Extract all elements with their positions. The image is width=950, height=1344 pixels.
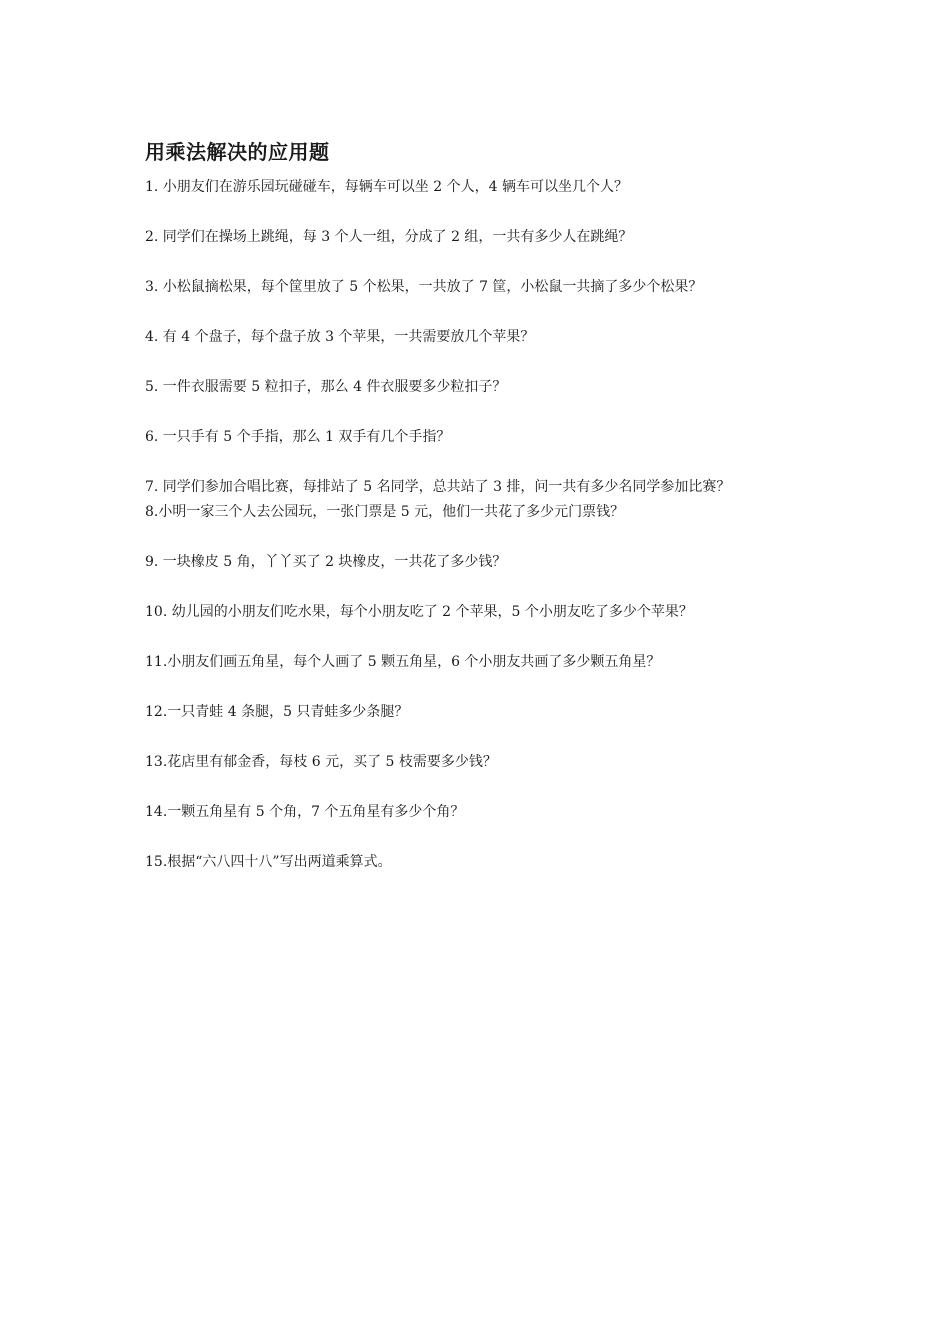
question-list [145, 176, 805, 901]
question-6: 6. 一只手有 5 个手指，那么 1 双手有几个手指？ [145, 429, 451, 445]
question-9: 9. 一块橡皮 5 角，丫丫买了 2 块橡皮，一共花了多少钱？ [145, 554, 507, 570]
question-7: 7. 同学们参加合唱比赛，每排站了 5 名同学，总共站了 3 排，问一共有多少名同学参加比赛？ [145, 479, 731, 495]
question-1: 1. 小朋友们在游乐园玩碰碰车，每辆车可以坐 2 个人，4 辆车可以坐几个人？ [145, 179, 628, 195]
question-8: 8.小明一家三个人去公园玩，一张门票是 5 元，他们一共花了多少元门票钱？ [145, 504, 625, 520]
question-11: 11.小朋友们画五角星，每个人画了 5 颗五角星，6 个小朋友共画了多少颗五角星？ [145, 654, 661, 670]
question-3: 3. 小松鼠摘松果，每个筐里放了 5 个松果，一共放了 7 筐，小松鼠一共摘了多少个松果？ [145, 279, 703, 295]
question-12: 12.一只青蛙 4 条腿，5 只青蛙多少条腿？ [145, 704, 409, 720]
document-title: 用乘法解决的应用题 [145, 140, 330, 164]
question-10: 10. 幼儿园的小朋友们吃水果，每个小朋友吃了 2 个苹果，5 个小朋友吃了多少个苹果？ [145, 604, 693, 620]
question-15: 15.根据“六八四十八”写出两道乘算式。 [145, 854, 392, 870]
question-13: 13.花店里有郁金香，每枝 6 元，买了 5 枝需要多少钱？ [145, 754, 497, 770]
question-14: 14.一颗五角星有 5 个角，7 个五角星有多少个角？ [145, 804, 465, 820]
question-4: 4. 有 4 个盘子，每个盘子放 3 个苹果，一共需要放几个苹果？ [145, 329, 535, 345]
question-2: 2. 同学们在操场上跳绳，每 3 个人一组，分成了 2 组，一共有多少人在跳绳？ [145, 229, 633, 245]
question-5: 5. 一件衣服需要 5 粒扣子，那么 4 件衣服要多少粒扣子？ [145, 379, 507, 395]
